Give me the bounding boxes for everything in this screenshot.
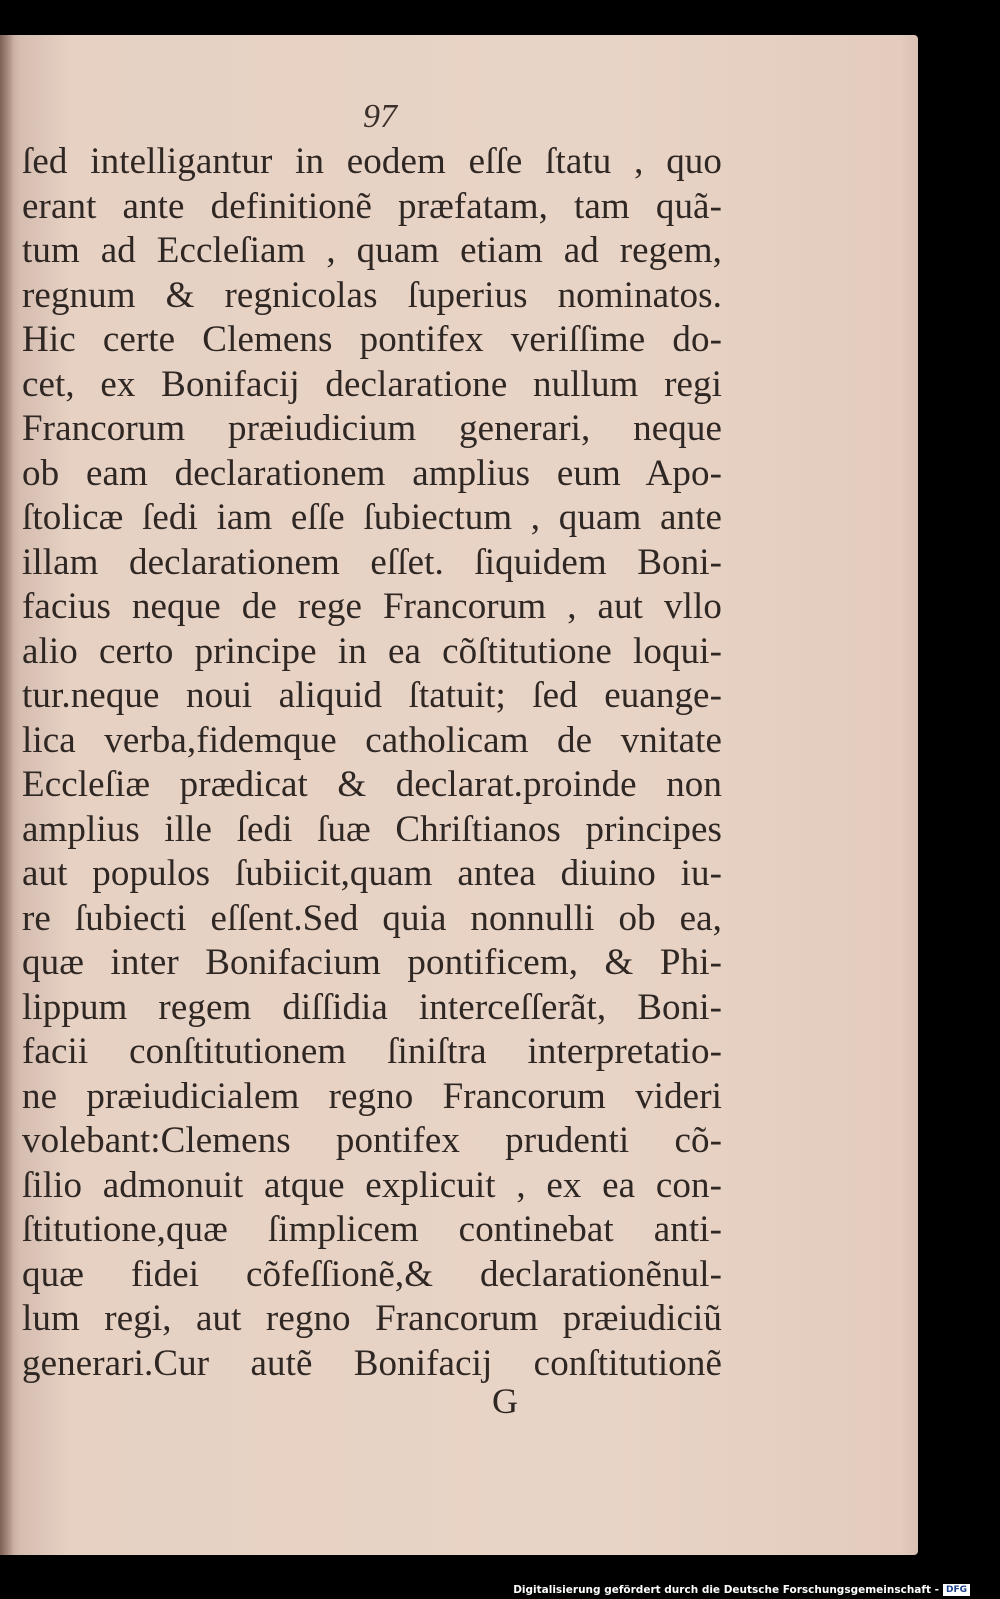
- text-line: lum regi, aut regno Francorum præiudiciũ: [22, 1298, 722, 1339]
- text-line: lippum regem diſſidia interceſſerãt, Boni-: [22, 986, 722, 1028]
- digitization-credit: [513, 1584, 970, 1596]
- signature-mark: G: [492, 1381, 518, 1421]
- text-line: generari.Cur autẽ Bonifacij conſtitutionẽ: [22, 1342, 722, 1384]
- text-line: quæ fidei cõfeſſionẽ,& declarationẽnul-: [22, 1253, 722, 1295]
- credit-text: Digitalisierung gefördert durch die Deutsche Forschungsgemeinschaft -: [513, 1584, 939, 1596]
- text-line: regnum & regnicolas ſuperius nominatos.: [22, 274, 722, 316]
- text-line: facii conſtitutionem ſiniſtra interpretatio-: [22, 1031, 722, 1072]
- text-line: erant ante definitionẽ præfatam, tam quã-: [22, 185, 722, 227]
- page-number: 97: [363, 98, 397, 135]
- text-line: alio certo principe in ea cõſtitutione loqui-: [22, 630, 722, 672]
- text-line: tur.neque noui aliquid ſtatuit; ſed euange-: [22, 675, 722, 716]
- text-line: volebant:Clemens pontifex prudenti cõ-: [22, 1120, 722, 1161]
- text-line: tum ad Eccleſiam , quam etiam ad regem,: [22, 230, 722, 271]
- text-line: ob eam declarationem amplius eum Apo-: [22, 452, 722, 494]
- text-line: Francorum præiudicium generari, neque: [22, 408, 722, 449]
- text-line: Eccleſiæ prædicat & declarat.proinde non: [22, 764, 722, 805]
- text-line: lica verba,fidemque catholicam de vnitate: [22, 719, 722, 761]
- body-text: [22, 140, 722, 1386]
- text-line: facius neque de rege Francorum , aut vllo: [22, 586, 722, 627]
- dfg-logo: DFG: [943, 1584, 970, 1596]
- text-line: illam declarationem eſſet. ſiquidem Boni-: [22, 541, 722, 583]
- text-line: cet, ex Bonifacij declaratione nullum regi: [22, 363, 722, 405]
- text-line: ne præiudicialem regno Francorum videri: [22, 1075, 722, 1117]
- text-line: aut populos ſubiicit,quam antea diuino iu-: [22, 853, 722, 894]
- text-line: amplius ille ſedi ſuæ Chriſtianos principes: [22, 808, 722, 850]
- text-line: quæ inter Bonifacium pontificem, & Phi-: [22, 942, 722, 983]
- page-gutter-shadow: [0, 35, 14, 1555]
- text-line: re ſubiecti eſſent.Sed quia nonnulli ob ea,: [22, 897, 722, 939]
- text-line: ſtitutione,quæ ſimplicem continebat anti-: [22, 1209, 722, 1250]
- text-line: Hic certe Clemens pontifex veriſſime do-: [22, 319, 722, 360]
- text-line: ſed intelligantur in eodem eſſe ſtatu , quo: [22, 141, 722, 182]
- text-line: ſilio admonuit atque explicuit , ex ea con-: [22, 1164, 722, 1206]
- text-line: ſtolicæ ſedi iam eſſe ſubiectum , quam ante: [22, 497, 722, 538]
